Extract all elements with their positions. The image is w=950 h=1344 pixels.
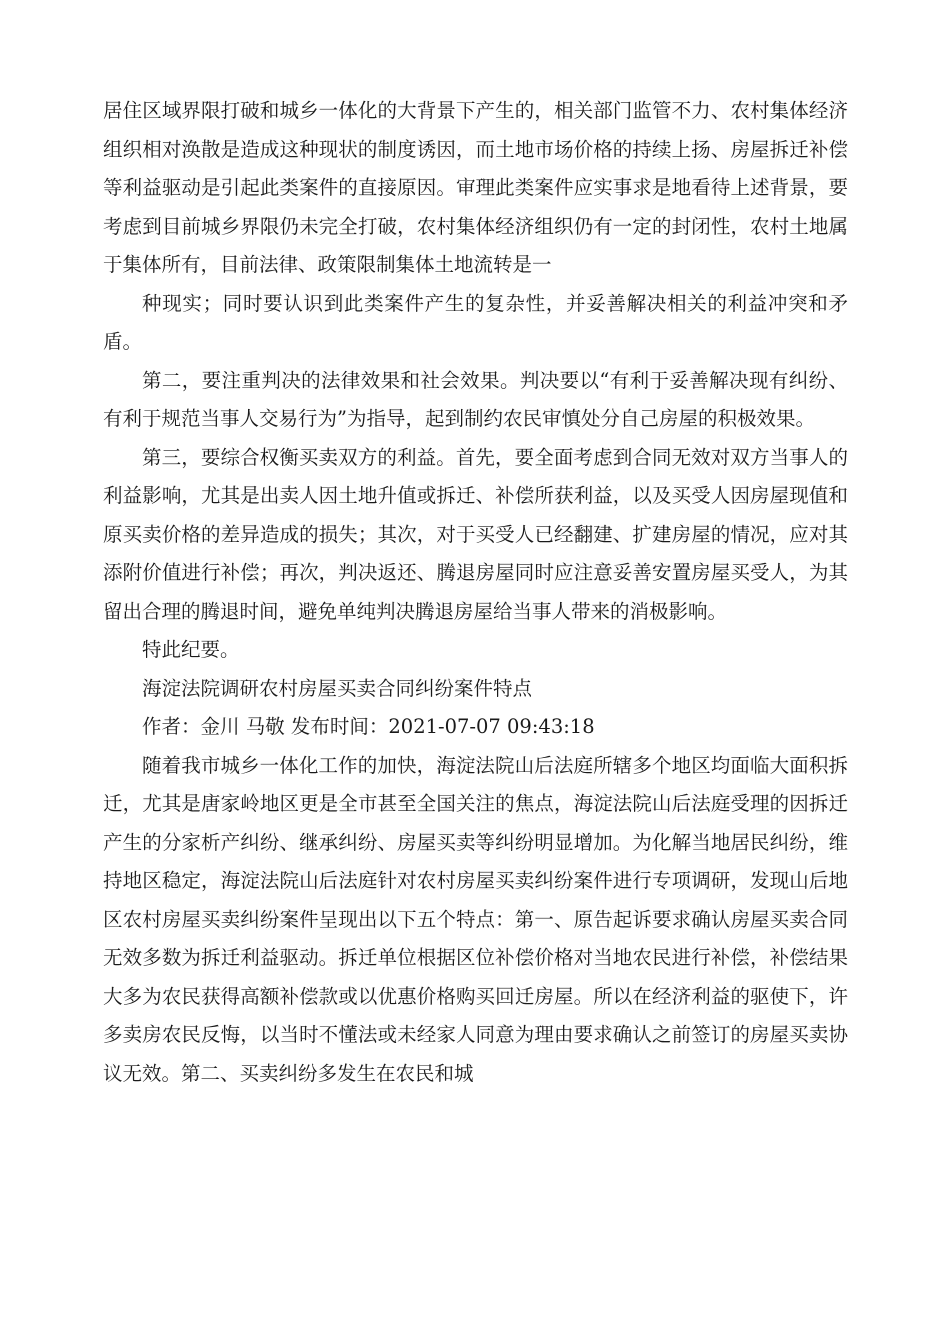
document-body (103, 92, 848, 1093)
paragraph-continued-2: 种现实；同时要认识到此类案件产生的复杂性，并妥善解决相关的利益冲突和矛盾。 (103, 291, 848, 353)
paragraph-closing: 特此纪要。 (142, 638, 240, 661)
paragraph-continued: 居住区域界限打破和城乡一体化的大背景下产生的，相关部门监管不力、农村集体经济组织相对涣散是造成这种现状的制度诱因，而土地市场价格的持续上扬、房屋拆迁补偿等利益驱动是引起此类案件的直接原因。审理此类案件应实事求是地看待上述背景，要考虑到目前城乡界限仍未完全打破，农村集体经济组织仍有一定的封闭性，农村土地属于集体所有，目前法律、政策限制集体土地流转是一 (103, 99, 848, 276)
paragraph-third-point: 第三，要综合权衡买卖双方的利益。首先，要全面考虑到合同无效对双方当事人的利益影响，尤其是出卖人因土地升值或拆迁、补偿所获利益，以及买受人因房屋现值和原买卖价格的差异造成的损失；其次，对于买受人已经翻建、扩建房屋的情况，应对其添附价值进行补偿；再次，判决返还、腾退房屋同时应注意妥善安置房屋买受人，为其留出合理的腾退时间，避免单纯判决腾退房屋给当事人带来的消极影响。 (103, 445, 848, 623)
paragraph-second-point: 第二，要注重判决的法律效果和社会效果。判决要以“有利于妥善解决现有纠纷、有利于规范当事人交易行为”为指导，起到制约农民审慎处分自己房屋的积极效果。 (103, 368, 848, 430)
article-byline: 作者：金川 马敬 发布时间：2021-07-07 09:43:18 (142, 715, 595, 738)
article-body-paragraph: 随着我市城乡一体化工作的加快，海淀法院山后法庭所辖多个地区均面临大面积拆迁，尤其是唐家岭地区更是全市甚至全国关注的焦点，海淀法院山后法庭受理的因拆迁产生的分家析产纠纷、继承纠纷、房屋买卖等纠纷明显增加。为化解当地居民纠纷，维持地区稳定，海淀法院山后法庭针对农村房屋买卖纠纷案件进行专项调研，发现山后地区农村房屋买卖纠纷案件呈现出以下五个特点：第一、原告起诉要求确认房屋买卖合同无效多数为拆迁利益驱动。拆迁单位根据区位补偿价格对当地农民进行补偿，补偿结果大多为农民获得高额补偿款或以优惠价格购买回迁房屋。所以在经济利益的驱使下，许多卖房农民反悔，以当时不懂法或未经家人同意为理由要求确认之前签订的房屋买卖协议无效。第二、买卖纠纷多发生在农民和城 (103, 753, 848, 1085)
article-title: 海淀法院调研农村房屋买卖合同纠纷案件特点 (142, 676, 533, 700)
